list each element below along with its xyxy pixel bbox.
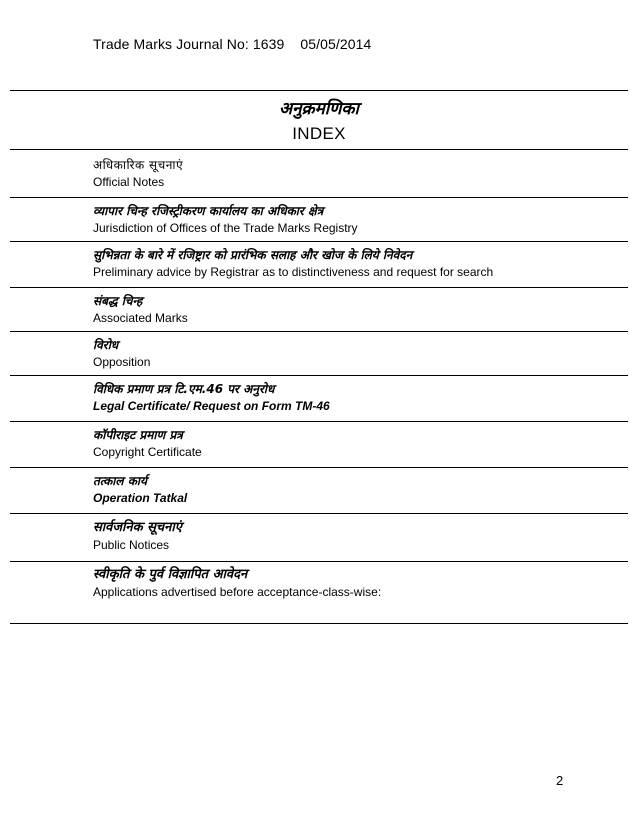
entry-hindi-label: स्वीकृति के पुर्व विज्ञापित आवेदन [93,567,248,582]
entry-english-label: Copyright Certificate [93,445,202,459]
divider [10,90,628,91]
entry-hindi-label: कॉपीराइट प्रमाण प्रत्र [93,428,183,442]
index-title-hindi: अनुक्रमणिका [279,99,359,119]
journal-date: 05/05/2014 [300,36,372,52]
index-entry-legal-certificate [93,381,613,414]
divider [10,331,628,332]
index-title-english: INDEX [292,124,346,143]
entry-hindi-label: अधिकारिक सूचनाएं [93,158,184,172]
entry-english-label: Official Notes [93,175,165,189]
index-entry-jurisdiction [93,203,613,236]
entry-english-label: Operation Tatkal [93,491,188,505]
divider [10,197,628,198]
index-entry-public-notices [93,520,613,553]
entry-english-label: Associated Marks [93,311,188,325]
entry-english-label: Applications advertised before acceptance-class-wise: [93,585,382,599]
journal-header [93,36,371,52]
journal-number: Trade Marks Journal No: 1639 [93,36,285,52]
index-entry-copyright-certificate [93,427,613,460]
entry-hindi-label: तत्काल कार्य [93,474,148,488]
entry-english-label: Preliminary advice by Registrar as to distinctiveness and request for search [93,265,494,279]
divider [10,149,628,150]
divider [10,623,628,624]
index-entry-official-notes [93,157,613,190]
entry-hindi-label: व्यापार चिन्ह रजिस्ट्रीकरण कार्यालय का अधिकार क्षेत्र [93,204,324,218]
entry-english-label: Opposition [93,355,151,369]
index-entry-applications-advertised [93,567,613,600]
entry-english-label: Jurisdiction of Offices of the Trade Marks Registry [93,221,358,235]
index-entry-associated-marks [93,293,613,326]
entry-hindi-label: विरोध [93,338,119,352]
index-entry-operation-tatkal [93,473,613,506]
divider [10,375,628,376]
entry-hindi-label: सुभिन्नता के बारे में रजिष्ट्रार को प्रारंभिक सलाह और खोज के लिये निवेदन [93,248,413,262]
entry-hindi-label: सार्वजनिक सूचनाएं [93,520,182,535]
entry-hindi-label: विधिक प्रमाण प्रत्र टि.एम.46 पर अनुरोध [93,382,275,396]
entry-english-label: Legal Certificate/ Request on Form TM-46 [93,399,330,413]
index-entry-preliminary-advice [93,247,613,280]
page-number: 2 [556,773,564,788]
divider [10,513,628,514]
divider [10,561,628,562]
divider [10,467,628,468]
entry-english-label: Public Notices [93,538,170,552]
entry-hindi-label: संबद्ध चिन्ह [93,294,143,308]
divider [10,421,628,422]
divider [10,287,628,288]
divider [10,241,628,242]
index-entry-opposition [93,337,613,370]
